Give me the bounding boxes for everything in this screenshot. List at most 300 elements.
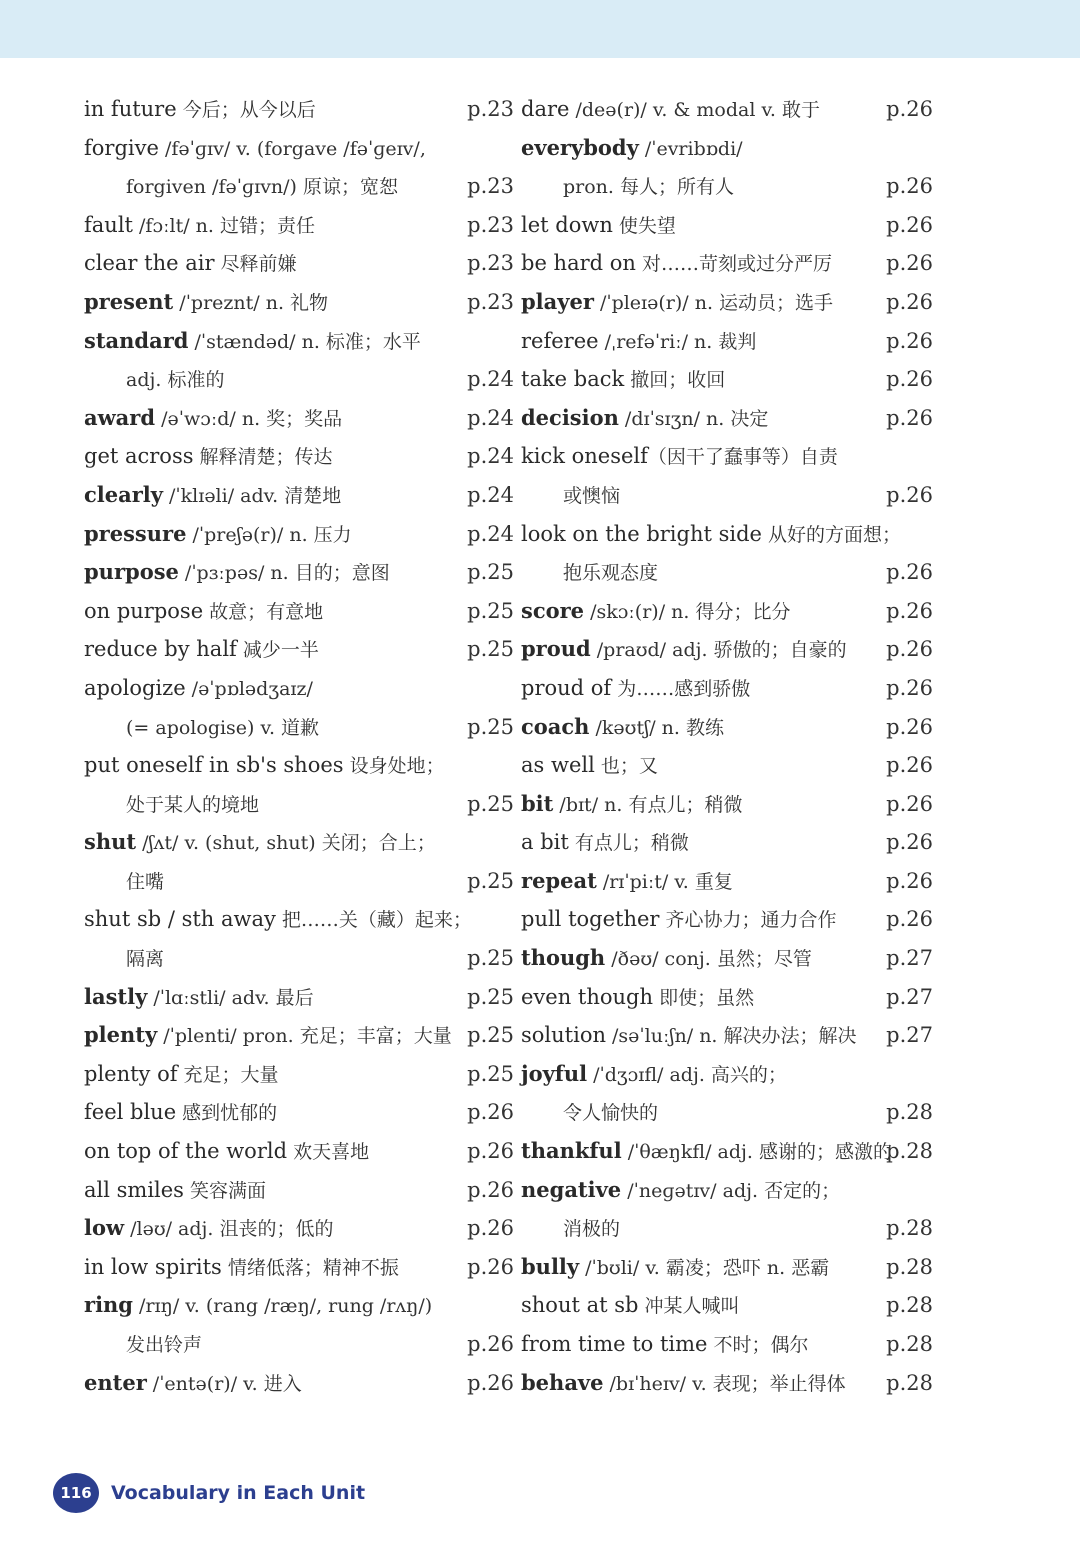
definition: /ʃʌt/ v. (shut, shut) 关闭；合上； xyxy=(136,832,436,855)
vocab-entry xyxy=(521,1325,933,1364)
headword: player xyxy=(521,288,594,314)
vocab-line xyxy=(84,900,514,939)
page-reference: p.28 xyxy=(886,1254,933,1279)
vocab-entry xyxy=(521,669,933,708)
headword: proud xyxy=(521,636,591,662)
headword: a bit xyxy=(521,830,569,855)
definition: /ˈlɑːstli/ adv. 最后 xyxy=(147,986,314,1009)
vocab-line xyxy=(521,900,933,939)
vocab-entry xyxy=(521,1132,933,1171)
vocab-line xyxy=(521,1093,933,1132)
vocab-line xyxy=(84,1286,514,1325)
vocab-line xyxy=(84,669,514,708)
page-reference: p.26 xyxy=(886,251,933,276)
page-reference: p.23 xyxy=(467,289,514,314)
definition: forgiven /fəˈɡɪvn/) 原谅；宽恕 xyxy=(126,176,399,199)
headword: be hard on xyxy=(521,251,636,276)
vocabulary-column-left xyxy=(84,90,514,1402)
page-reference: p.26 xyxy=(467,1100,514,1125)
vocab-entry xyxy=(84,1248,514,1287)
vocab-entry xyxy=(521,515,933,592)
definition: /ləʊ/ adj. 沮丧的；低的 xyxy=(124,1218,334,1241)
headword: plenty xyxy=(84,1022,158,1048)
definition: /ˈpreʃə(r)/ n. 压力 xyxy=(186,523,352,546)
vocab-entry xyxy=(84,476,514,515)
vocab-entry xyxy=(521,1016,933,1055)
headword: get across xyxy=(84,444,194,469)
definition: (= apologise) v. 道歉 xyxy=(126,716,320,739)
definition: 隔离 xyxy=(126,948,165,971)
vocab-entry xyxy=(521,1171,933,1248)
definition: /fəˈɡɪv/ v. (forgave /fəˈɡeɪv/, xyxy=(158,137,426,160)
page-reference: p.26 xyxy=(886,97,933,121)
vocab-line xyxy=(521,939,933,978)
vocab-entry xyxy=(521,823,933,862)
headword: kick oneself xyxy=(521,444,648,469)
headword: on purpose xyxy=(84,598,204,623)
vocab-entry xyxy=(84,630,514,669)
vocab-line xyxy=(521,1132,933,1171)
page-reference: p.23 xyxy=(467,97,514,121)
headword: reduce by half xyxy=(84,637,237,662)
definition: 住嘴 xyxy=(126,870,165,893)
vocab-entry xyxy=(84,900,514,977)
definition: /ˈpɜːpəs/ n. 目的；意图 xyxy=(178,562,390,585)
page-reference: p.28 xyxy=(886,1139,933,1164)
vocab-line xyxy=(521,244,933,283)
vocab-line xyxy=(84,1364,514,1403)
vocab-line xyxy=(84,592,514,631)
definition: 解释清楚；传达 xyxy=(193,446,333,469)
page-reference: p.26 xyxy=(467,1254,514,1279)
vocab-line xyxy=(84,1209,514,1248)
footer-title: Vocabulary in Each Unit xyxy=(111,1482,366,1504)
vocab-entry xyxy=(84,1016,514,1055)
page-reference: p.26 xyxy=(886,367,933,392)
headword: take back xyxy=(521,367,625,392)
vocab-entry xyxy=(521,244,933,283)
page-reference: p.26 xyxy=(467,1332,514,1356)
page-reference: p.24 xyxy=(467,482,514,507)
vocab-line xyxy=(521,399,933,438)
page-reference: p.27 xyxy=(886,984,933,1009)
vocab-entry xyxy=(521,1364,933,1403)
vocab-entry xyxy=(84,1209,514,1248)
headword: pull together xyxy=(521,907,660,932)
vocab-line xyxy=(84,978,514,1017)
definition: 也；又 xyxy=(594,755,658,778)
definition: 为……感到骄傲 xyxy=(611,677,751,700)
definition: /skɔː(r)/ n. 得分；比分 xyxy=(584,600,791,623)
vocab-line xyxy=(521,283,933,322)
vocab-line xyxy=(84,167,514,206)
vocab-entry xyxy=(84,1286,514,1363)
vocab-entry xyxy=(84,206,514,245)
vocab-entry xyxy=(521,129,933,206)
page-footer xyxy=(53,1473,365,1513)
vocab-line xyxy=(84,90,514,129)
headword: in low spirits xyxy=(84,1254,222,1279)
page-reference: p.26 xyxy=(886,482,933,507)
vocab-entry xyxy=(521,90,933,129)
page-reference: p.23 xyxy=(467,251,514,276)
definition: /deə(r)/ v. & modal v. 敢于 xyxy=(569,99,821,121)
page-reference: p.25 xyxy=(467,791,514,816)
page-reference: p.25 xyxy=(467,946,514,971)
definition: 不时；偶尔 xyxy=(707,1334,809,1356)
headword: shut xyxy=(84,829,137,855)
vocab-entry xyxy=(521,399,933,438)
headword: pressure xyxy=(84,520,187,546)
vocab-line xyxy=(521,630,933,669)
vocab-line xyxy=(521,476,933,515)
vocab-entry xyxy=(521,322,933,361)
headword: all smiles xyxy=(84,1177,184,1202)
vocab-entry xyxy=(521,939,933,978)
page-reference: p.26 xyxy=(886,174,933,199)
definition: 从好的方面想； xyxy=(761,523,902,546)
definition: /ˈpreznt/ n. 礼物 xyxy=(173,291,329,314)
headword: thankful xyxy=(521,1138,622,1164)
page-reference: p.26 xyxy=(467,1370,514,1395)
definition: /ˈplenti/ pron. 充足；丰富；大量 xyxy=(157,1025,452,1048)
page-reference: p.24 xyxy=(467,405,514,430)
headword: bully xyxy=(521,1253,580,1279)
definition: 令人愉快的 xyxy=(563,1102,659,1125)
vocab-line xyxy=(521,553,933,592)
vocab-entry xyxy=(84,978,514,1017)
definition: 有点儿；稍微 xyxy=(568,832,689,855)
headword: decision xyxy=(521,404,619,430)
page-reference: p.24 xyxy=(467,367,514,392)
vocab-entry xyxy=(521,746,933,785)
page-reference: p.26 xyxy=(886,714,933,739)
vocab-line xyxy=(84,515,514,554)
page-reference: p.26 xyxy=(886,791,933,816)
definition: 撤回；收回 xyxy=(624,369,726,392)
vocab-entry xyxy=(84,823,514,900)
vocab-line xyxy=(521,1286,933,1325)
vocab-entry xyxy=(521,1248,933,1287)
headword: shut sb / sth away xyxy=(84,907,276,932)
headword: standard xyxy=(84,327,189,353)
definition: pron. 每人；所有人 xyxy=(563,176,735,199)
vocab-line xyxy=(521,167,933,206)
definition: /fɔːlt/ n. 过错；责任 xyxy=(132,214,315,237)
headword: as well xyxy=(521,753,595,778)
vocab-line xyxy=(84,1325,514,1364)
vocab-entry xyxy=(84,1055,514,1094)
page-reference: p.25 xyxy=(467,868,514,893)
page-reference: p.26 xyxy=(886,907,933,932)
definition: 对……苛刻或过分严厉 xyxy=(635,253,832,276)
page-reference: p.24 xyxy=(467,444,514,469)
headword: score xyxy=(521,597,585,623)
page-reference: p.27 xyxy=(886,946,933,971)
headword: present xyxy=(84,288,174,314)
headword: low xyxy=(84,1215,125,1241)
vocab-line xyxy=(84,553,514,592)
vocab-line xyxy=(84,1016,514,1055)
definition: /ˈneɡətɪv/ adj. 否定的； xyxy=(621,1179,841,1202)
vocab-entry xyxy=(521,437,933,514)
vocab-line xyxy=(84,360,514,399)
vocab-line xyxy=(521,708,933,747)
definition: /dɪˈsɪʒn/ n. 决定 xyxy=(618,407,769,430)
definition: /səˈluːʃn/ n. 解决办法；解决 xyxy=(605,1025,857,1048)
definition: 抱乐观态度 xyxy=(563,562,659,585)
definition: 尽释前嫌 xyxy=(214,253,297,276)
vocab-entry xyxy=(521,630,933,669)
headword: behave xyxy=(521,1369,604,1395)
page-reference: p.26 xyxy=(467,1139,514,1164)
vocab-line xyxy=(521,746,933,785)
page-reference: p.25 xyxy=(467,637,514,662)
vocab-line xyxy=(84,746,514,785)
definition: 消极的 xyxy=(563,1218,621,1241)
vocab-entry xyxy=(521,785,933,824)
definition: /ˌrefəˈriː/ n. 裁判 xyxy=(598,330,757,353)
vocab-line xyxy=(84,476,514,515)
headword: negative xyxy=(521,1176,622,1202)
definition: /ˈpleɪə(r)/ n. 运动员；选手 xyxy=(593,291,834,314)
headword: plenty of xyxy=(84,1061,178,1086)
page-reference: p.23 xyxy=(467,212,514,237)
definition: /bɪt/ n. 有点儿；稍微 xyxy=(553,793,743,816)
vocab-line xyxy=(521,515,933,554)
vocab-line xyxy=(521,206,933,245)
vocab-line xyxy=(521,1364,933,1403)
vocab-entry xyxy=(521,978,933,1017)
vocab-line xyxy=(84,1055,514,1094)
definition: /əˈpɒlədʒaɪz/ xyxy=(185,677,313,700)
headword: everybody xyxy=(521,134,639,160)
definition: 发出铃声 xyxy=(126,1334,203,1356)
vocab-line xyxy=(84,129,514,168)
page-reference: p.25 xyxy=(467,560,514,585)
headword: repeat xyxy=(521,867,597,893)
page-reference: p.25 xyxy=(467,714,514,739)
vocab-line xyxy=(521,437,933,476)
vocab-entry xyxy=(84,1364,514,1403)
vocab-entry xyxy=(521,206,933,245)
vocab-line xyxy=(84,1132,514,1171)
definition: 减少一半 xyxy=(236,639,319,662)
definition: 即使；虽然 xyxy=(653,986,755,1009)
headword: on top of the world xyxy=(84,1139,288,1164)
vocab-line xyxy=(84,862,514,901)
vocabulary-column-right xyxy=(521,90,933,1402)
definition: 笑容满面 xyxy=(183,1179,267,1202)
definition: 今后；从今以后 xyxy=(176,99,316,121)
definition: 欢天喜地 xyxy=(287,1141,370,1164)
vocab-entry xyxy=(84,90,514,129)
definition: （因干了蠢事等）自责 xyxy=(647,446,838,469)
vocab-entry xyxy=(521,708,933,747)
headword: lastly xyxy=(84,983,148,1009)
vocab-line xyxy=(521,669,933,708)
vocab-line xyxy=(521,862,933,901)
page-reference: p.23 xyxy=(467,174,514,199)
vocab-line xyxy=(521,1209,933,1248)
headword: in future xyxy=(84,97,177,121)
vocab-line xyxy=(84,939,514,978)
page-reference: p.28 xyxy=(886,1293,933,1318)
vocab-entry xyxy=(84,129,514,206)
definition: /bɪˈheɪv/ v. 表现；举止得体 xyxy=(603,1372,846,1395)
definition: 齐心协力；通力合作 xyxy=(659,909,837,932)
headword: dare xyxy=(521,97,570,121)
vocab-line xyxy=(84,322,514,361)
vocab-entry xyxy=(84,1171,514,1210)
definition: 把……关（藏）起来； xyxy=(275,909,472,932)
headword: apologize xyxy=(84,675,186,700)
definition: 感到忧郁的 xyxy=(176,1102,278,1125)
vocab-line xyxy=(84,823,514,862)
page-reference: p.28 xyxy=(886,1332,933,1356)
vocab-entry xyxy=(521,900,933,939)
vocab-entry xyxy=(84,399,514,438)
page-reference: p.26 xyxy=(886,212,933,237)
definition: 处于某人的境地 xyxy=(126,793,260,816)
vocab-entry xyxy=(84,1132,514,1171)
definition: adj. 标准的 xyxy=(126,369,225,392)
definition: /rɪŋ/ v. (rang /ræŋ/, rung /rʌŋ/) xyxy=(133,1295,433,1318)
vocab-line xyxy=(521,1325,933,1364)
vocab-line xyxy=(84,785,514,824)
page-reference: p.26 xyxy=(886,598,933,623)
headword: award xyxy=(84,404,156,430)
headword: coach xyxy=(521,713,590,739)
vocab-entry xyxy=(521,592,933,631)
headword: proud of xyxy=(521,675,612,700)
page-reference: p.26 xyxy=(886,868,933,893)
headword: purpose xyxy=(84,559,179,585)
definition: /əˈwɔːd/ n. 奖；奖品 xyxy=(155,407,343,430)
headword: bit xyxy=(521,790,554,816)
definition: /ðəʊ/ conj. 虽然；尽管 xyxy=(605,948,812,971)
page-reference: p.25 xyxy=(467,1023,514,1048)
headword: referee xyxy=(521,328,599,353)
vocab-line xyxy=(521,785,933,824)
headword: shout at sb xyxy=(521,1293,639,1318)
definition: /rɪˈpiːt/ v. 重复 xyxy=(596,870,733,893)
page-reference: p.28 xyxy=(886,1370,933,1395)
vocab-line xyxy=(521,978,933,1017)
headword: from time to time xyxy=(521,1332,708,1356)
page-reference: p.25 xyxy=(467,1061,514,1086)
page-reference: p.26 xyxy=(886,753,933,778)
page-number-badge: 116 xyxy=(53,1473,99,1513)
page-reference: p.27 xyxy=(886,1023,933,1048)
vocab-entry xyxy=(84,1093,514,1132)
headword: clearly xyxy=(84,481,163,507)
definition: /kəʊtʃ/ n. 教练 xyxy=(589,716,724,739)
vocab-line xyxy=(84,708,514,747)
vocab-line xyxy=(521,90,933,129)
page-reference: p.26 xyxy=(886,830,933,855)
vocab-line xyxy=(84,1171,514,1210)
vocab-line xyxy=(521,1248,933,1287)
definition: /praʊd/ adj. 骄傲的；自豪的 xyxy=(590,639,847,662)
definition: 使失望 xyxy=(612,214,676,237)
headword: let down xyxy=(521,212,613,237)
headword: ring xyxy=(84,1292,133,1318)
page-reference: p.26 xyxy=(886,328,933,353)
vocab-entry xyxy=(84,322,514,399)
definition: /ˈklɪəli/ adv. 清楚地 xyxy=(162,484,342,507)
headword: even though xyxy=(521,984,654,1009)
vocab-line xyxy=(521,1171,933,1210)
page-reference: p.25 xyxy=(467,984,514,1009)
vocab-entry xyxy=(521,360,933,399)
vocab-line xyxy=(84,1093,514,1132)
definition: 或懊恼 xyxy=(563,484,621,507)
headword: fault xyxy=(84,212,133,237)
vocab-entry xyxy=(521,1286,933,1325)
vocab-entry xyxy=(84,437,514,476)
definition: 充足；大量 xyxy=(177,1063,279,1086)
page-reference: p.26 xyxy=(467,1177,514,1202)
vocab-entry xyxy=(521,862,933,901)
vocab-line xyxy=(521,1055,933,1094)
page-reference: p.26 xyxy=(886,560,933,585)
definition: /ˈbʊli/ v. 霸凌；恐吓 n. 恶霸 xyxy=(579,1256,830,1279)
vocab-entry xyxy=(84,283,514,322)
definition: 情绪低落；精神不振 xyxy=(221,1256,399,1279)
page-reference: p.26 xyxy=(886,637,933,662)
vocab-line xyxy=(84,399,514,438)
headword: enter xyxy=(84,1369,147,1395)
vocab-line xyxy=(84,244,514,283)
vocab-entry xyxy=(84,746,514,823)
definition: 冲某人喊叫 xyxy=(638,1295,740,1318)
vocab-entry xyxy=(84,515,514,554)
definition: /ˈevribɒdi/ xyxy=(638,137,743,160)
headword: clear the air xyxy=(84,251,215,276)
header-band xyxy=(0,0,1080,58)
definition: /ˈstændəd/ n. 标准；水平 xyxy=(188,330,421,353)
vocab-entry xyxy=(521,283,933,322)
vocab-line xyxy=(84,630,514,669)
definition: /ˈdʒɔɪfl/ adj. 高兴的； xyxy=(587,1063,787,1086)
headword: forgive xyxy=(84,135,159,160)
headword: joyful xyxy=(521,1060,588,1086)
page-reference: p.26 xyxy=(886,675,933,700)
vocab-entry xyxy=(521,1055,933,1132)
headword: though xyxy=(521,945,606,971)
vocab-entry xyxy=(84,669,514,746)
vocab-line xyxy=(521,823,933,862)
page-reference: p.28 xyxy=(886,1216,933,1241)
page-reference: p.26 xyxy=(886,405,933,430)
vocab-line xyxy=(521,360,933,399)
headword: solution xyxy=(521,1023,606,1048)
page-reference: p.28 xyxy=(886,1100,933,1125)
headword: feel blue xyxy=(84,1100,177,1125)
page-reference: p.26 xyxy=(886,289,933,314)
page-reference: p.24 xyxy=(467,521,514,546)
vocab-entry xyxy=(84,244,514,283)
vocab-line xyxy=(521,129,933,168)
vocab-line xyxy=(84,206,514,245)
headword: look on the bright side xyxy=(521,521,762,546)
definition: /ˈθæŋkfl/ adj. 感谢的；感激的 xyxy=(621,1141,892,1164)
vocab-entry xyxy=(84,553,514,592)
vocab-line xyxy=(521,1016,933,1055)
definition: 设身处地； xyxy=(343,755,445,778)
vocab-line xyxy=(521,592,933,631)
